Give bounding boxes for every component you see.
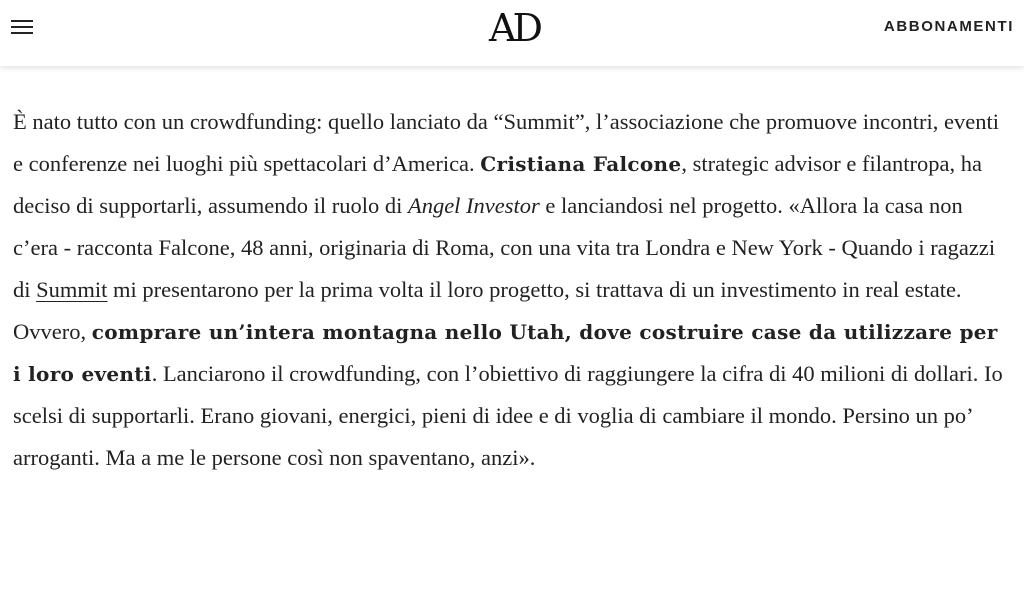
article-paragraph	[13, 101, 1003, 479]
article-italic-term: Angel Investor	[407, 193, 540, 218]
subscribe-link[interactable]: ABBONAMENTI	[883, 18, 1014, 35]
menu-icon-bar	[11, 32, 33, 34]
article-text: mi presentarono per la prima volta il loro progetto, si trattava di un investimento in real estate. Ovvero,	[13, 277, 962, 344]
article-text: . Lanciarono il crowdfunding, con l’obiettivo di raggiungere la cifra di 40 milioni di dollari. Io scelsi di supportarli. Erano giovani, energici, pieni di idee e di voglia di cambiare il mondo. Persino un po’ arroganti. Ma a me le persone così non spaventano, anzi».	[13, 361, 1003, 470]
article-text: È nato tutto con un crowdfunding: quello lanciato da “Summit”, l’associazione che promuove incontri, eventi e conferenze nei luoghi più spettacolari d’America.	[13, 109, 999, 176]
menu-icon-bar	[11, 20, 33, 22]
summit-link[interactable]: Summit	[36, 277, 108, 302]
article-bold-name: Cristiana Falcone	[480, 152, 682, 176]
menu-icon-bar	[11, 26, 33, 28]
article-bold-highlight: comprare un’intera montagna nello Utah, dove costruire case da utilizzare per i loro eventi	[13, 320, 998, 386]
ad-logo[interactable]: AD	[489, 6, 539, 50]
hamburger-menu-icon[interactable]	[11, 18, 33, 36]
site-header	[0, 0, 1024, 66]
article-text: , strategic advisor e filantropa, ha deciso di supportarli, assumendo il ruolo di	[13, 151, 982, 218]
article-text: e lanciandosi nel progetto. «Allora la casa non c’era - racconta Falcone, 48 anni, originaria di Roma, con una vita tra Londra e New York - Quando i ragazzi di	[13, 193, 996, 302]
